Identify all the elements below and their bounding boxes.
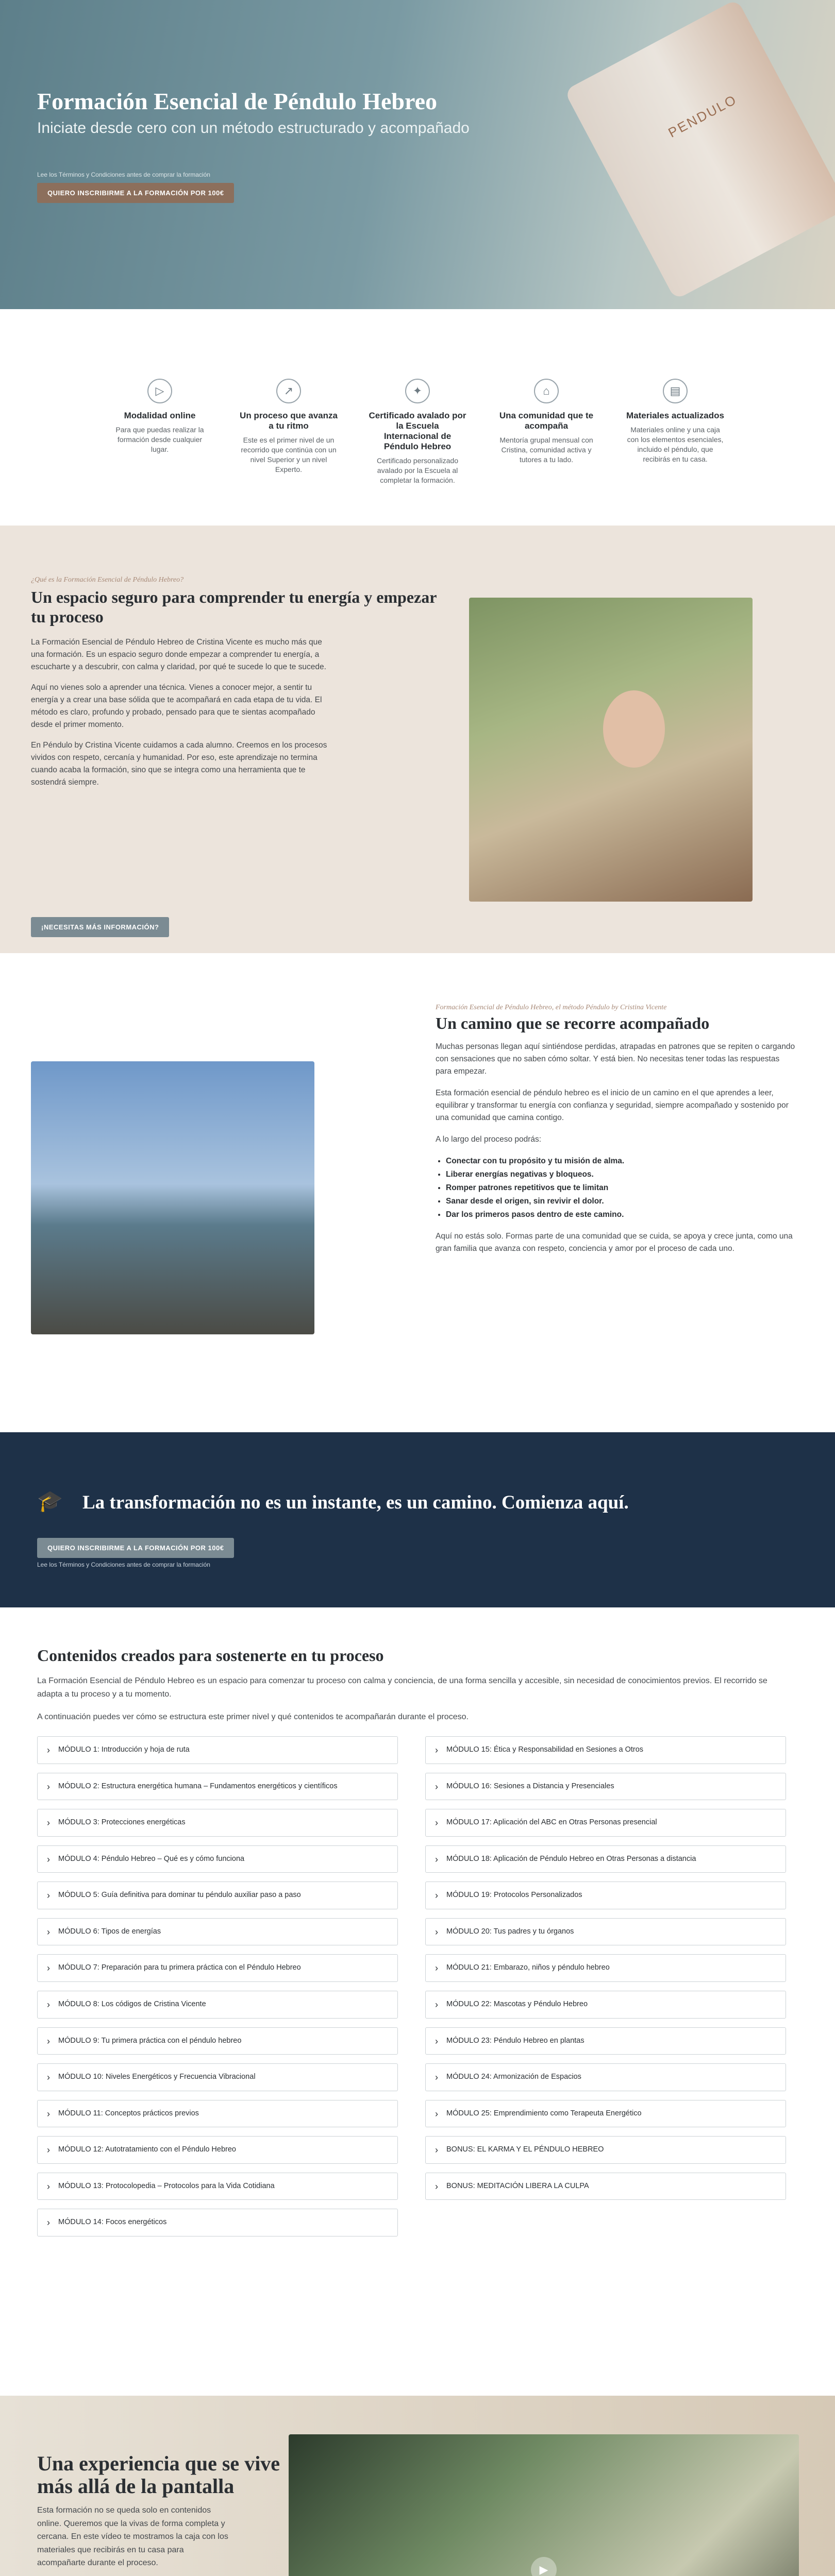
paragraph: Esta formación esencial de péndulo hebreo es el inicio de un camino en el que aprendes a leer, equilibrar y transformar tu energía con confianza y seguridad, siempre acompañado y sostenido por una comunidad que camina contigo. — [436, 1089, 789, 1123]
section-body: Esta formación no se queda solo en contenidos online. Queremos que la vivas de forma completa y cercana. En este vídeo te mostramos la caja con los materiales que recibirás en tu casa para acompañarte durante el proceso. — [37, 2506, 228, 2568]
module-item[interactable]: › MÓDULO 3: Protecciones energéticas — [37, 1809, 398, 1837]
benefit-list — [446, 1155, 796, 1221]
module-item[interactable]: › MÓDULO 15: Ética y Responsabilidad en Sesiones a Otros — [425, 1736, 786, 1764]
module-item[interactable]: › MÓDULO 16: Sesiones a Distancia y Presenciales — [425, 1773, 786, 1801]
list-item: • Conectar con tu propósito y tu misión de alma. — [446, 1155, 796, 1167]
list-item: • Dar los primeros pasos dentro de este camino. — [446, 1209, 796, 1221]
feature-item — [369, 379, 466, 526]
enroll-button[interactable]: QUIERO INSCRIBIRME A LA FORMACIÓN POR 100€ — [37, 1538, 234, 1558]
section-body — [31, 636, 335, 797]
feature-text: Mentoría grupal mensual con Cristina, comunidad activa y tutores a tu lado. — [499, 436, 593, 464]
feature-item — [240, 379, 338, 526]
feature-text: Este es el primer nivel de un recorrido que continúa con un nivel Superior y un nivel Experto. — [241, 436, 337, 473]
feature-item — [626, 379, 724, 526]
paragraph: Aquí no vienes solo a aprender una técnica. Vienes a conocer mejor, a sentir tu energía y a crear una base sólida que te acompañará en cada etapa de tu vida. El método es claro, profundo y probado, pensado para que te sientas acompañado desde el primer momento. — [31, 683, 322, 730]
feature-item — [111, 379, 209, 526]
play-circle-icon: ▷ — [147, 379, 172, 403]
paragraph: La Formación Esencial de Péndulo Hebreo de Cristina Vicente es mucho más que una formación. Es un espacio seguro donde empezar a comprender tu energía, a escucharte y a descubrir, con calma y claridad, por qué te sucede lo que te sucede. — [31, 638, 326, 672]
banner-title: La transformación no es un instante, es un camino. Comienza aquí. — [82, 1492, 629, 1513]
feature-title: Un proceso que avanza a tu ritmo — [240, 411, 338, 431]
module-item[interactable]: › MÓDULO 19: Protocolos Personalizados — [425, 1882, 786, 1909]
about-section — [0, 526, 835, 953]
module-item[interactable]: › MÓDULO 12: Autotratamiento con el Péndulo Hebreo — [37, 2136, 398, 2164]
module-item[interactable]: › MÓDULO 23: Péndulo Hebreo en plantas — [425, 2027, 786, 2055]
section-title: Un espacio seguro para comprender tu energía y empezar tu proceso — [31, 588, 437, 626]
module-item[interactable]: › MÓDULO 18: Aplicación de Péndulo Hebreo en Otras Personas a distancia — [425, 1845, 786, 1873]
page-subtitle: Iniciate desde cero con un método estructurado y acompañado — [37, 120, 470, 137]
module-item[interactable]: › MÓDULO 22: Mascotas y Péndulo Hebreo — [425, 1991, 786, 2019]
section-title: Un camino que se recorre acompañado — [436, 1014, 710, 1032]
module-item[interactable]: › MÓDULO 13: Protocolopedia – Protocolos para la Vida Cotidiana — [37, 2173, 398, 2200]
video-player[interactable] — [289, 2434, 799, 2576]
module-item[interactable]: › MÓDULO 25: Emprendimiento como Terapeuta Energético — [425, 2100, 786, 2128]
features-section — [0, 309, 835, 526]
module-item[interactable]: › BONUS: EL KARMA Y EL PÉNDULO HEBREO — [425, 2136, 786, 2164]
feature-title: Una comunidad que te acompaña — [499, 411, 594, 431]
section-title: Contenidos creados para sostenerte en tu proceso — [37, 1646, 384, 1665]
terms-note[interactable]: Lee los Términos y Condiciones antes de comprar la formación — [37, 171, 210, 178]
more-info-button[interactable]: ¡NECESITAS MÁS INFORMACIÓN? — [31, 917, 169, 937]
feature-item — [497, 379, 595, 526]
woman-lake-photo — [31, 1061, 314, 1334]
module-item[interactable]: › MÓDULO 5: Guía definitiva para dominar tu péndulo auxiliar paso a paso — [37, 1882, 398, 1909]
list-item: • Sanar desde el origen, sin revivir el dolor. — [446, 1195, 796, 1208]
module-item[interactable]: › MÓDULO 14: Focos energéticos — [37, 2209, 398, 2236]
materials-icon: ▤ — [663, 379, 688, 403]
paragraph: A lo largo del proceso podrás: — [436, 1135, 542, 1144]
module-item[interactable]: › MÓDULO 21: Embarazo, niños y péndulo hebreo — [425, 1954, 786, 1982]
section-kicker: ¿Qué es la Formación Esencial de Péndulo Hebreo? — [31, 576, 184, 584]
play-icon[interactable]: ▶ — [531, 2557, 557, 2576]
section-title: Una experiencia que se vive más allá de la pantalla — [37, 2452, 280, 2498]
community-icon: ⌂ — [534, 379, 559, 403]
mortarboard-icon: 🎓 — [37, 1490, 63, 1513]
module-item[interactable]: › MÓDULO 20: Tus padres y tu órganos — [425, 1918, 786, 1946]
module-item[interactable]: › MÓDULO 8: Los códigos de Cristina Vicente — [37, 1991, 398, 2019]
cta-banner — [0, 1432, 835, 1607]
paragraph: En Péndulo by Cristina Vicente cuidamos a cada alumno. Creemos en los procesos vividos con respeto, cercanía y humanidad. Por eso, este aprendizaje no termina cuando acaba la formación, sino que se integra como una herramienta que te sostendrá siempre. — [31, 741, 327, 787]
module-item[interactable]: › MÓDULO 11: Conceptos prácticos previos — [37, 2100, 398, 2128]
feature-title: Materiales actualizados — [626, 411, 724, 420]
enroll-button[interactable]: QUIERO INSCRIBIRME A LA FORMACIÓN POR 100€ — [37, 183, 234, 203]
section-lead: La Formación Esencial de Péndulo Hebreo es un espacio para comenzar tu proceso con calma y conciencia, de una forma sencilla y accesible, sin necesidad de conocimientos previos. El recorrido se adapta a tu proceso y a tu momento. — [37, 1676, 767, 1699]
feature-text: Certificado personalizado avalado por la Escuela al completar la formación. — [377, 456, 458, 484]
module-item[interactable]: › MÓDULO 7: Preparación para tu primera práctica con el Péndulo Hebreo — [37, 1954, 398, 1982]
list-item: • Liberar energías negativas y bloqueos. — [446, 1168, 796, 1181]
cristina-photo — [469, 598, 753, 902]
path-section — [0, 953, 835, 1432]
module-item[interactable]: › MÓDULO 4: Péndulo Hebreo – Qué es y cómo funciona — [37, 1845, 398, 1873]
module-item[interactable]: › MÓDULO 6: Tipos de energías — [37, 1918, 398, 1946]
section-lead: A continuación puedes ver cómo se estructura este primer nivel y qué contenidos te acompañarán durante el proceso. — [37, 1713, 469, 1721]
face-shape — [603, 690, 665, 768]
page-title: Formación Esencial de Péndulo Hebreo — [37, 88, 438, 114]
list-item: • Romper patrones repetitivos que te limitan — [446, 1182, 796, 1194]
feature-text: Para que puedas realizar la formación desde cualquier lugar. — [115, 426, 204, 453]
module-item[interactable]: › BONUS: MEDITACIÓN LIBERA LA CULPA — [425, 2173, 786, 2200]
feature-title: Certificado avalado por la Escuela Internacional de Péndulo Hebreo — [369, 411, 466, 451]
terms-note[interactable]: Lee los Términos y Condiciones antes de comprar la formación — [37, 1561, 210, 1568]
certificate-icon: ✦ — [405, 379, 430, 403]
module-item[interactable]: › MÓDULO 1: Introducción y hoja de ruta — [37, 1736, 398, 1764]
feature-text: Materiales online y una caja con los elementos esenciales, incluido el péndulo, que recibirás en tu casa. — [627, 426, 724, 463]
modules-section — [0, 1607, 835, 2396]
module-item[interactable]: › MÓDULO 10: Niveles Energéticos y Frecuencia Vibracional — [37, 2063, 398, 2091]
module-item[interactable]: › MÓDULO 17: Aplicación del ABC en Otras Personas presencial — [425, 1809, 786, 1837]
video-section — [0, 2396, 835, 2576]
paragraph: Muchas personas llegan aquí sintiéndose perdidas, atrapadas en patrones que se repiten o cargando con sensaciones que no saben cómo soltar. Y está bien. No necesitas tener todas las respuestas para empezar. — [436, 1042, 795, 1076]
modules-right-column — [425, 1736, 786, 2209]
module-item[interactable]: › MÓDULO 9: Tu primera práctica con el péndulo hebreo — [37, 2027, 398, 2055]
pendulum-product-image — [564, 0, 835, 300]
module-item[interactable]: › MÓDULO 2: Estructura energética humana – Fundamentos energéticos y científicos — [37, 1773, 398, 1801]
steps-icon: ↗ — [276, 379, 301, 403]
hero-section — [0, 0, 835, 309]
section-body — [436, 1041, 796, 1264]
pendulum-label: PENDULO — [665, 91, 740, 141]
modules-left-column — [37, 1736, 398, 2245]
paragraph: Aquí no estás solo. Formas parte de una comunidad que se cuida, se apoya y crece junta, como una gran familia que avanza con respeto, conciencia y amor por el proceso de cada uno. — [436, 1232, 793, 1253]
module-item[interactable]: › MÓDULO 24: Armonización de Espacios — [425, 2063, 786, 2091]
section-kicker: Formación Esencial de Péndulo Hebreo, el método Péndulo by Cristina Vicente — [436, 1004, 667, 1011]
feature-title: Modalidad online — [124, 411, 196, 420]
